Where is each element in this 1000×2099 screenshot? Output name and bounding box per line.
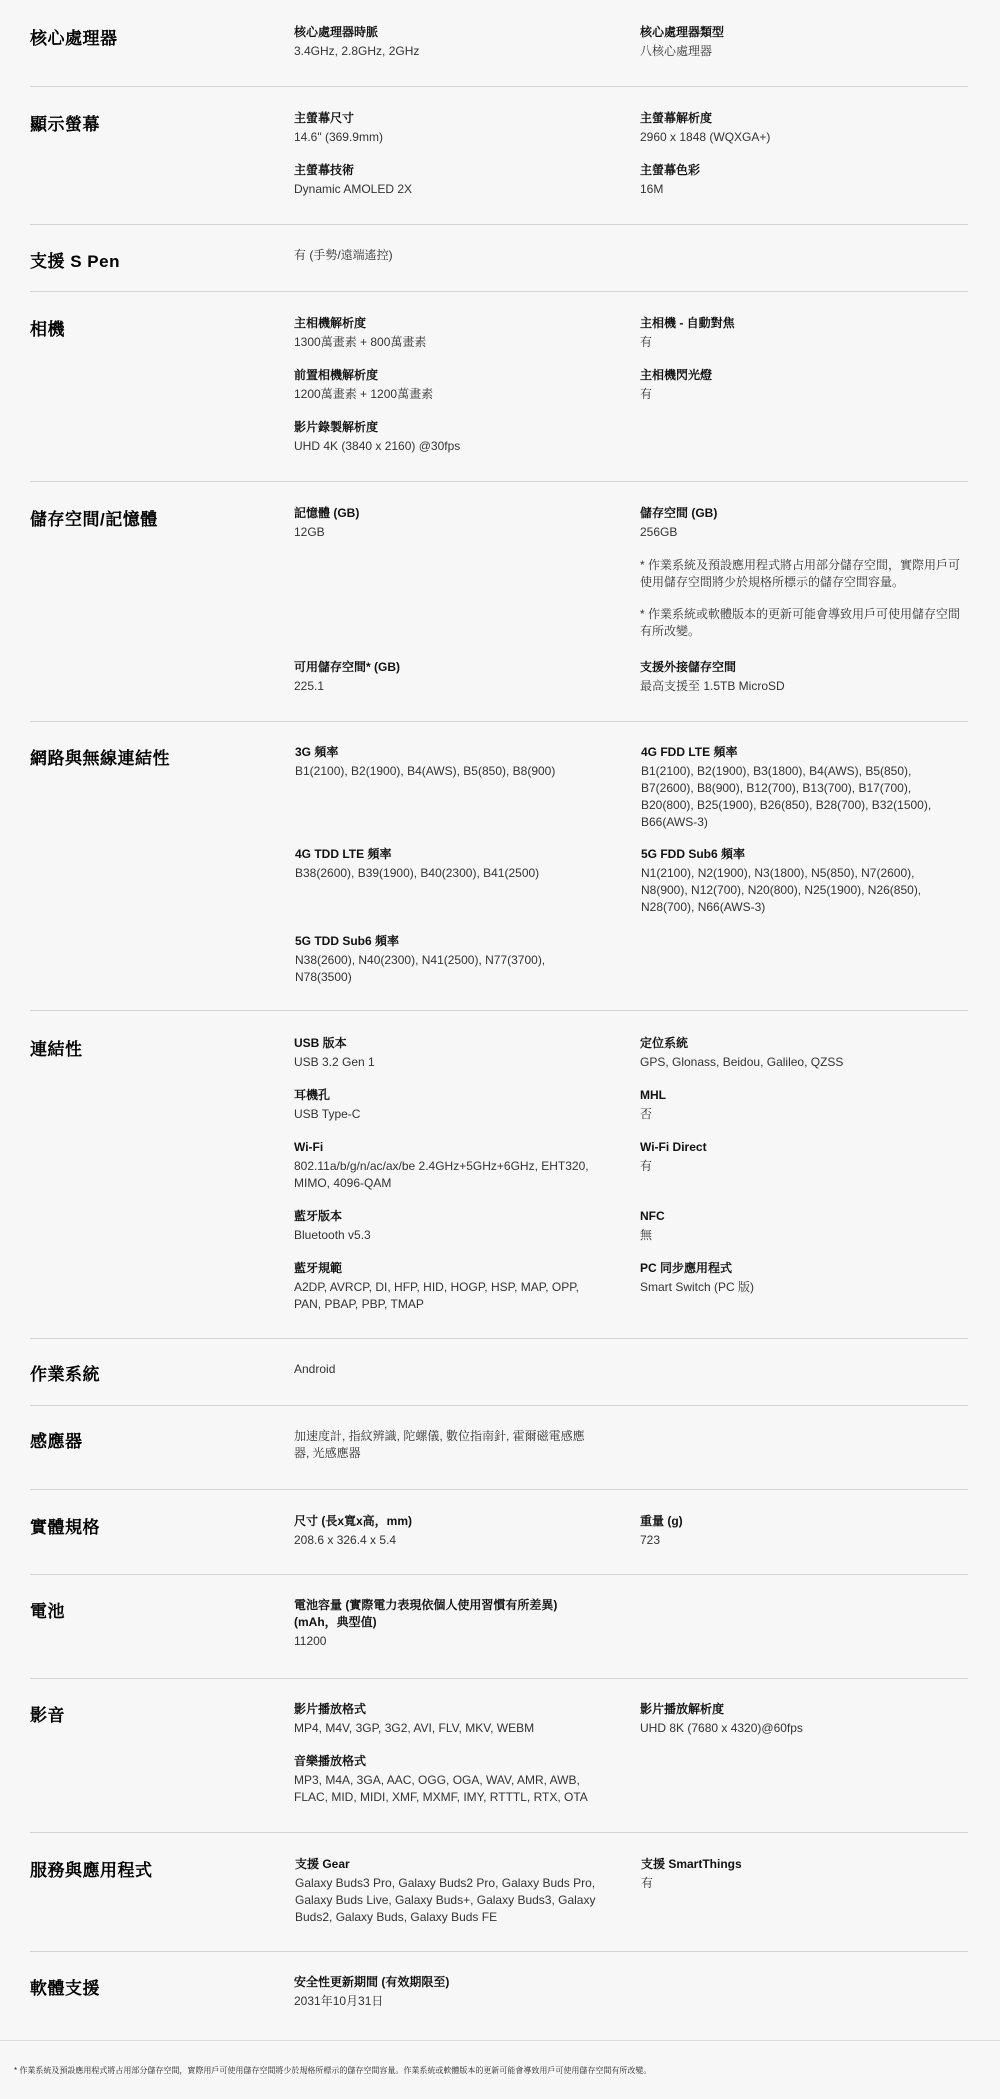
spec-value: 有 [640, 387, 653, 401]
spec-item [294, 1361, 604, 1378]
spec-value: 八核心處理器 [640, 44, 713, 58]
spec-section [30, 722, 968, 1011]
spec-item [294, 1428, 599, 1462]
spec-label: 前置相機解析度 [294, 368, 379, 382]
spec-value: USB Type-C [294, 1107, 361, 1121]
spec-item [640, 1701, 960, 1737]
spec-section [30, 87, 968, 225]
spec-label: 藍牙版本 [294, 1209, 343, 1223]
spec-label: 藍牙規範 [294, 1261, 343, 1275]
section-title: 影音 [30, 1706, 65, 1725]
spec-item [640, 367, 960, 403]
spec-item [294, 1701, 604, 1737]
spec-value: 256GB [640, 525, 678, 539]
spec-item [294, 419, 604, 455]
spec-value: 加速度計, 指紋辨識, 陀螺儀, 數位指南針, 霍爾磁電感應器, 光感應器 [294, 1429, 585, 1460]
spec-label: 主螢幕尺寸 [294, 111, 355, 125]
spec-section [30, 1490, 968, 1575]
spec-value: Smart Switch (PC 版) [640, 1280, 755, 1294]
spec-label: USB 版本 [294, 1036, 347, 1050]
spec-item [640, 557, 960, 591]
spec-item [641, 744, 961, 831]
spec-value: 12GB [294, 525, 325, 539]
section-title: 感應器 [30, 1432, 83, 1451]
spec-item [640, 1035, 960, 1071]
spec-label: 主螢幕解析度 [640, 111, 713, 125]
spec-label: 電池容量 (實際電力表現依個人使用習慣有所差異) (mAh，典型值) [294, 1598, 558, 1629]
spec-label: 耳機孔 [294, 1088, 331, 1102]
spec-label: 4G TDD LTE 頻率 [295, 847, 392, 861]
spec-item [294, 110, 604, 146]
spec-label: 定位系統 [640, 1036, 689, 1050]
spec-label: 主螢幕技術 [294, 163, 355, 177]
spec-item [640, 24, 960, 60]
spec-item [294, 505, 604, 541]
spec-item [294, 1974, 604, 2010]
spec-section [30, 1679, 968, 1833]
spec-item [294, 1139, 604, 1192]
spec-item [294, 24, 604, 60]
spec-item [294, 1753, 604, 1806]
spec-label: 安全性更新期間 (有效期限至) [294, 1975, 450, 1989]
spec-section [30, 1339, 968, 1406]
spec-value: Bluetooth v5.3 [294, 1228, 371, 1242]
section-title: 軟體支援 [30, 1979, 100, 1998]
spec-item [294, 247, 604, 264]
spec-label: 核心處理器類型 [640, 25, 725, 39]
spec-value: Android [294, 1362, 336, 1376]
section-title: 連結性 [30, 1040, 83, 1059]
spec-value: 16M [640, 182, 664, 196]
section-title: 服務與應用程式 [30, 1861, 153, 1880]
spec-label: NFC [640, 1209, 665, 1223]
spec-label: 可用儲存空間* (GB) [294, 660, 400, 674]
spec-item [294, 659, 604, 695]
spec-section [30, 482, 968, 722]
spec-label: MHL [640, 1088, 666, 1102]
spec-value: B38(2600), B39(1900), B40(2300), B41(2500) [295, 866, 540, 880]
spec-item [640, 659, 960, 695]
spec-item [641, 846, 961, 916]
spec-item [641, 1856, 961, 1892]
spec-value: N38(2600), N40(2300), N41(2500), N77(3700), N78(3500) [295, 953, 546, 984]
spec-value: 208.6 x 326.4 x 5.4 [294, 1533, 397, 1547]
spec-item [294, 1513, 604, 1549]
spec-value: 225.1 [294, 679, 325, 693]
spec-value: B1(2100), B2(1900), B4(AWS), B5(850), B8(900) [295, 764, 556, 778]
spec-label: 重量 (g) [640, 1514, 683, 1528]
spec-item [294, 1260, 604, 1313]
spec-item [294, 1597, 584, 1650]
spec-value: 有 [641, 1876, 654, 1890]
spec-label: 主相機解析度 [294, 316, 367, 330]
spec-value: 1300萬畫素 + 800萬畫素 [294, 335, 427, 349]
spec-item [294, 1087, 604, 1123]
spec-label: 影片錄製解析度 [294, 420, 379, 434]
spec-value: 1200萬畫素 + 1200萬畫素 [294, 387, 434, 401]
spec-label: 主相機 - 自動對焦 [640, 316, 735, 330]
spec-label: 5G TDD Sub6 頻率 [295, 934, 400, 948]
section-title: 支援 S Pen [30, 252, 120, 271]
spec-section [30, 292, 968, 482]
spec-section [30, 1833, 968, 1952]
section-title: 儲存空間/記憶體 [30, 510, 158, 529]
spec-value: 14.6" (369.9mm) [294, 130, 383, 144]
section-title: 網路與無線連結性 [30, 749, 170, 768]
spec-value: B1(2100), B2(1900), B3(1800), B4(AWS), B5(850), B7(2600), B8(900), B12(700), B13(700), B17(700), B20(800), B25(1900), B26(850), B28(700), B32(1500), B66(AWS-3) [641, 764, 932, 829]
spec-label: 支援外接儲存空間 [640, 660, 737, 674]
spec-item [295, 1856, 605, 1926]
spec-value: * 作業系統及預設應用程式將占用部分儲存空間，實際用戶可使用儲存空間將少於規格所標示的儲存空間容量。 [640, 558, 961, 589]
section-title: 作業系統 [30, 1365, 100, 1384]
spec-label: 影片播放解析度 [640, 1702, 725, 1716]
spec-section [30, 1011, 968, 1339]
spec-item [640, 1139, 960, 1175]
spec-item [640, 505, 960, 541]
spec-item [640, 1087, 960, 1123]
spec-item [295, 744, 605, 780]
spec-section [30, 1575, 968, 1679]
spec-value: GPS, Glonass, Beidou, Galileo, QZSS [640, 1055, 844, 1069]
spec-value: 2960 x 1848 (WQXGA+) [640, 130, 771, 144]
spec-value: 2031年10月31日 [294, 1994, 384, 2008]
spec-value: 723 [640, 1533, 661, 1547]
spec-value: USB 3.2 Gen 1 [294, 1055, 375, 1069]
spec-value: MP3, M4A, 3GA, AAC, OGG, OGA, WAV, AMR, AWB, FLAC, MID, MIDI, XMF, MXMF, IMY, RTTTL, RTX, OTA [294, 1773, 588, 1804]
spec-section [30, 1406, 968, 1490]
spec-label: 支援 Gear [295, 1857, 350, 1871]
spec-label: 核心處理器時脈 [294, 25, 379, 39]
spec-item [640, 315, 960, 351]
spec-section [30, 0, 968, 87]
spec-label: Wi-Fi [294, 1140, 324, 1154]
spec-section [30, 1952, 968, 2040]
spec-label: 主相機閃光燈 [640, 368, 713, 382]
spec-item [640, 1208, 960, 1244]
spec-value: 有 [640, 335, 653, 349]
spec-value: 11200 [294, 1634, 327, 1648]
spec-value: 無 [640, 1228, 653, 1242]
spec-value: 否 [640, 1107, 653, 1121]
spec-item [294, 1208, 604, 1244]
spec-label: 音樂播放格式 [294, 1754, 367, 1768]
spec-value: 802.11a/b/g/n/ac/ax/be 2.4GHz+5GHz+6GHz, EHT320, MIMO, 4096-QAM [294, 1159, 589, 1190]
spec-value: * 作業系統或軟體版本的更新可能會導致用戶可使用儲存空間有所改變。 [640, 607, 961, 638]
spec-label: 影片播放格式 [294, 1702, 367, 1716]
spec-value: 有 [640, 1159, 653, 1173]
spec-label: 支援 SmartThings [641, 1857, 742, 1871]
spec-value: A2DP, AVRCP, DI, HFP, HID, HOGP, HSP, MAP, OPP, PAN, PBAP, PBP, TMAP [294, 1280, 580, 1311]
spec-item [640, 110, 960, 146]
spec-value: 最高支援至 1.5TB MicroSD [640, 679, 785, 693]
section-title: 顯示螢幕 [30, 115, 100, 134]
spec-item [640, 1260, 960, 1296]
spec-value: Dynamic AMOLED 2X [294, 182, 413, 196]
spec-label: 尺寸 (長x寬x高，mm) [294, 1514, 413, 1528]
spec-item [640, 1513, 960, 1549]
spec-item [640, 606, 960, 640]
spec-label: 主螢幕色彩 [640, 163, 701, 177]
spec-item [295, 846, 605, 882]
spec-value: 3.4GHz, 2.8GHz, 2GHz [294, 44, 420, 58]
spec-item [294, 1035, 604, 1071]
footnote: * 作業系統及預設應用程式將占用部分儲存空間，實際用戶可使用儲存空間將少於規格所標示的儲存空間容量。作業系統或軟體版本的更新可能會導致用戶可使用儲存空間有所改變。 [14, 2066, 652, 2075]
spec-label: 4G FDD LTE 頻率 [641, 745, 738, 759]
spec-label: Wi-Fi Direct [640, 1140, 707, 1154]
spec-value: MP4, M4V, 3GP, 3G2, AVI, FLV, MKV, WEBM [294, 1721, 535, 1735]
spec-item [294, 162, 604, 198]
spec-value: Galaxy Buds3 Pro, Galaxy Buds2 Pro, Galaxy Buds Pro, Galaxy Buds Live, Galaxy Buds+, Galaxy Buds3, Galaxy Buds2, Galaxy Buds, Galaxy Buds FE [295, 1876, 596, 1924]
spec-label: 記憶體 (GB) [294, 506, 360, 520]
spec-label: 儲存空間 (GB) [640, 506, 718, 520]
spec-label: PC 同步應用程式 [640, 1261, 733, 1275]
footer-divider [0, 2040, 1000, 2041]
spec-value: N1(2100), N2(1900), N3(1800), N5(850), N7(2600), N8(900), N12(700), N20(800), N25(1900), N26(850), N28(700), N66(AWS-3) [641, 866, 922, 914]
spec-item [640, 162, 960, 198]
spec-value: UHD 4K (3840 x 2160) @30fps [294, 439, 461, 453]
spec-section [30, 225, 968, 292]
spec-item [295, 933, 605, 986]
section-title: 電池 [30, 1602, 65, 1621]
spec-label: 3G 頻率 [295, 745, 339, 759]
spec-item [294, 315, 604, 351]
section-title: 核心處理器 [30, 29, 118, 48]
spec-label: 5G FDD Sub6 頻率 [641, 847, 746, 861]
section-title: 實體規格 [30, 1518, 100, 1537]
spec-value: UHD 8K (7680 x 4320)@60fps [640, 1721, 803, 1735]
spec-item [294, 367, 604, 403]
spec-value: 有 (手勢/遠端遙控) [294, 248, 393, 262]
section-title: 相機 [30, 320, 65, 339]
